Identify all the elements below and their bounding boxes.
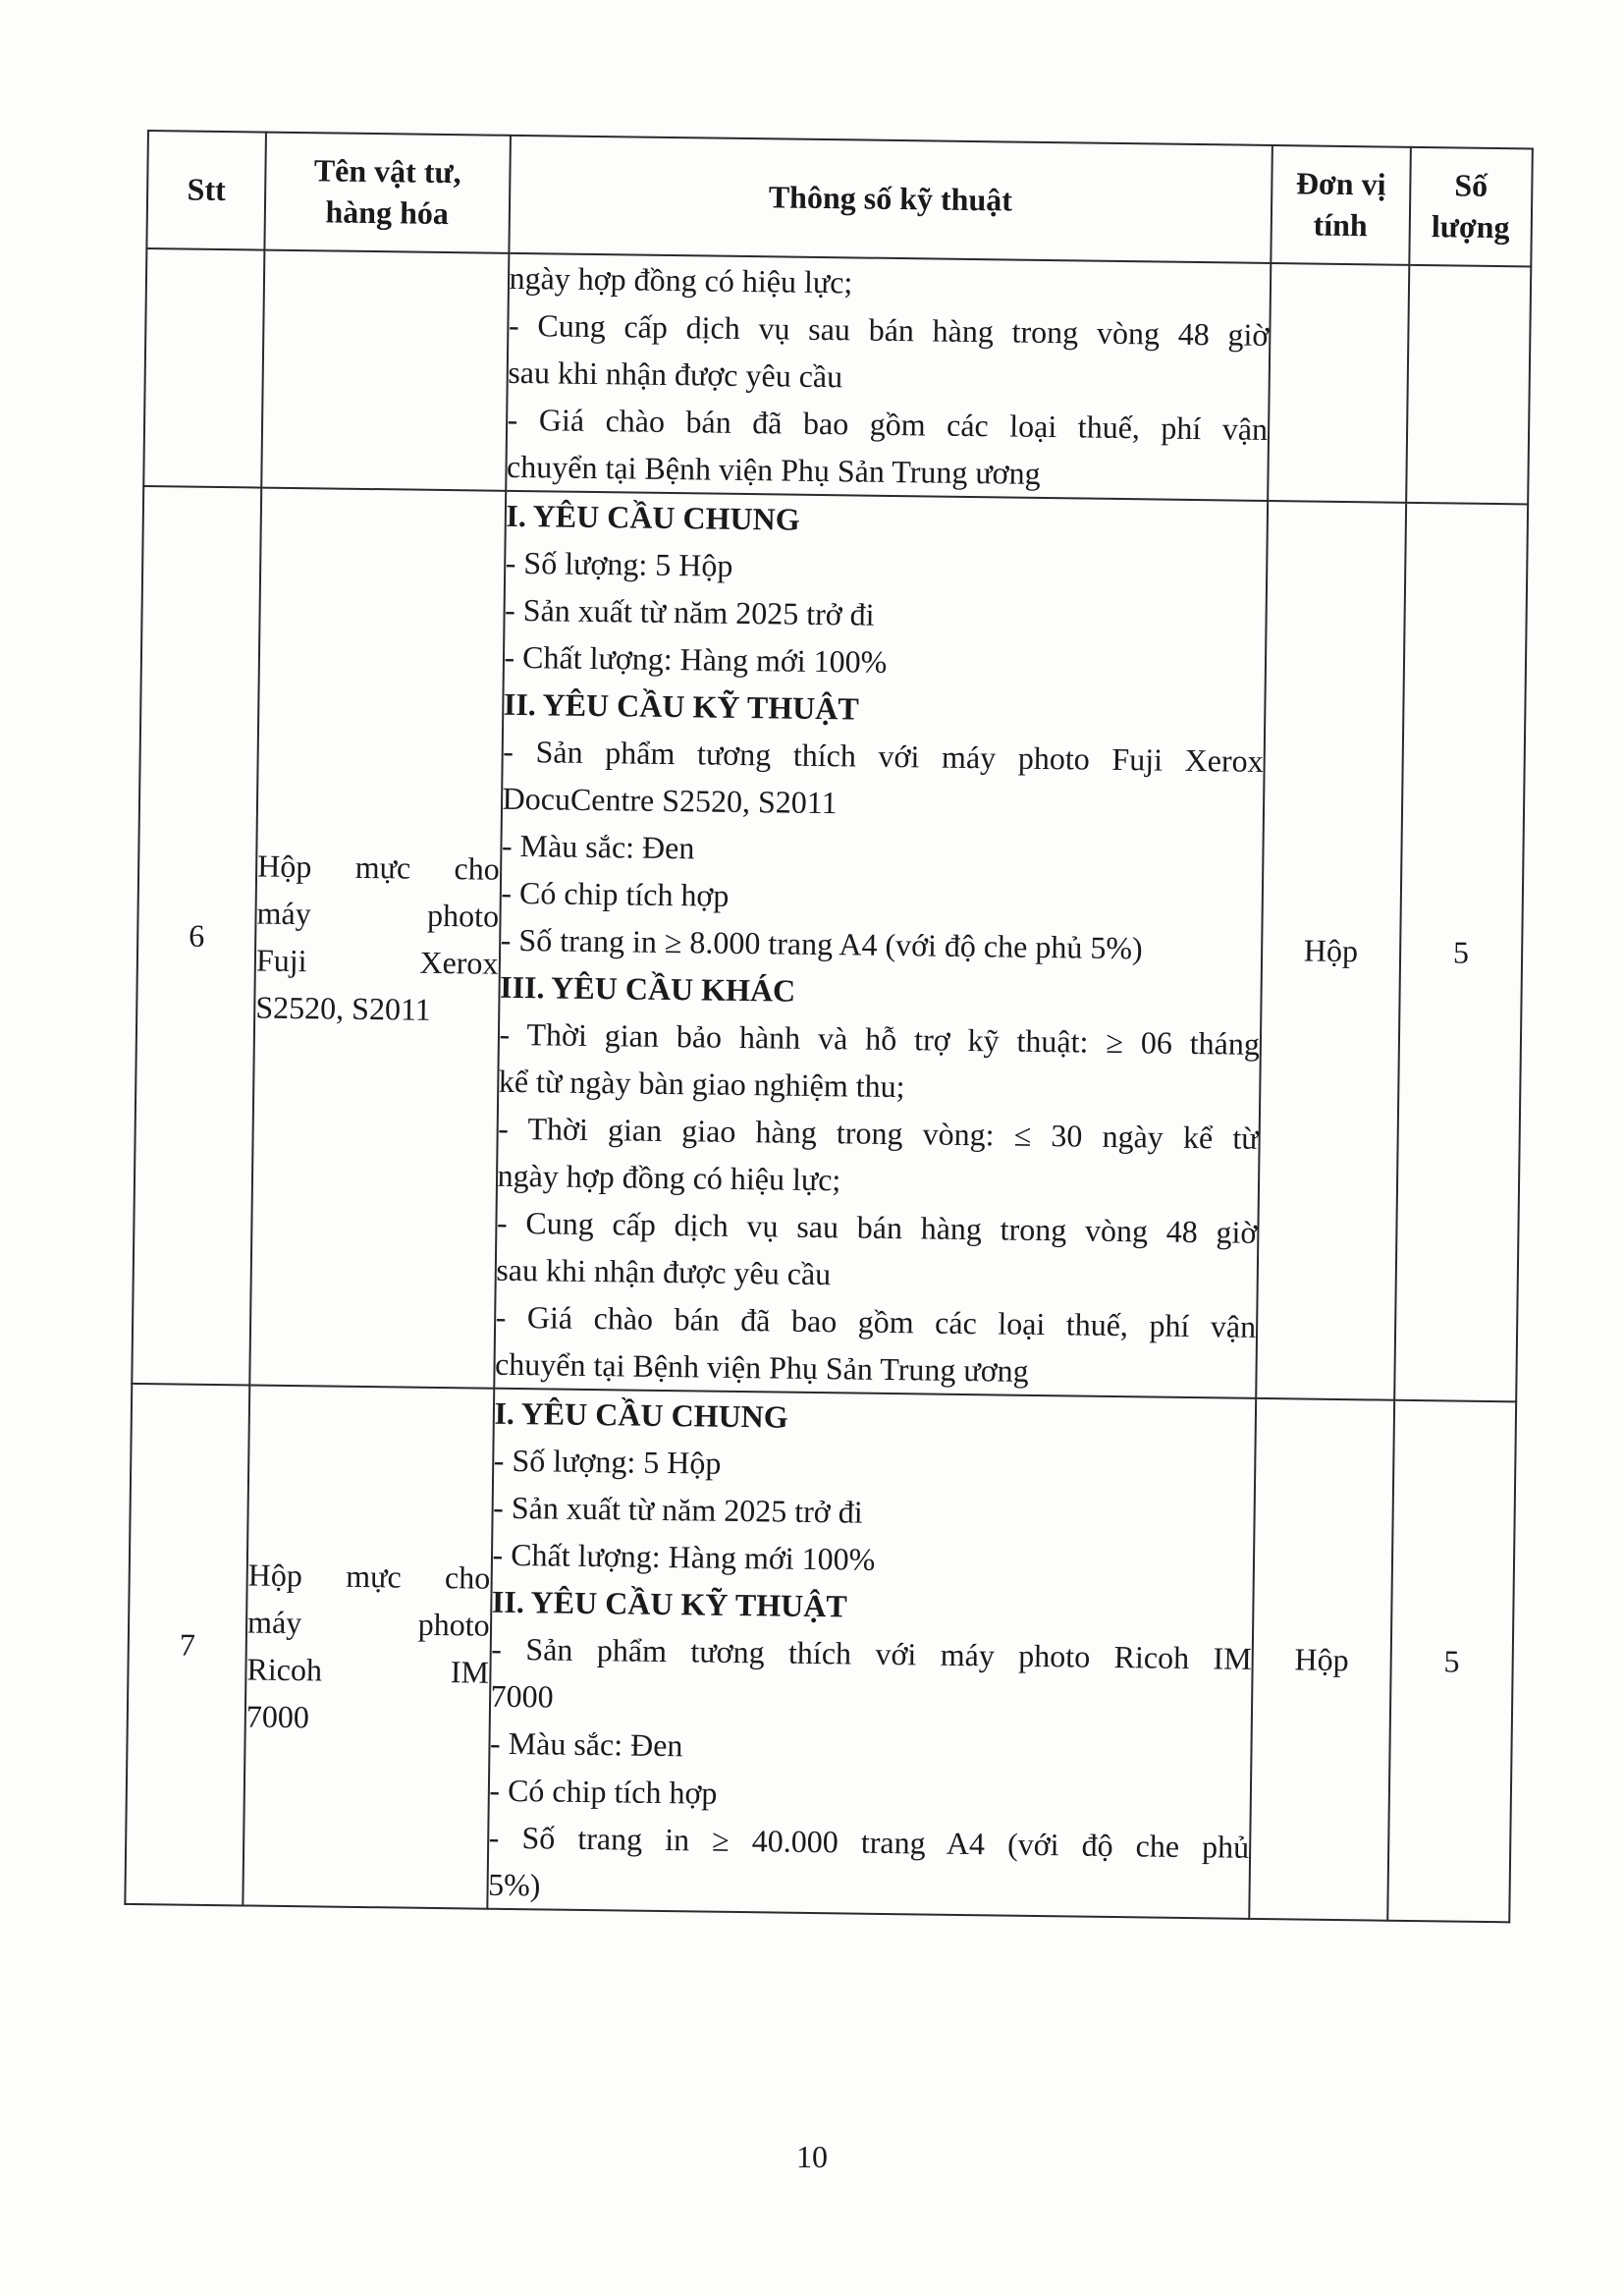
spec-line: 5%) [487,1866,541,1903]
item-name-line: máy photo [256,895,500,934]
item-name-line: Fuji Xerox [255,942,499,981]
spec-line: - Có chip tích hợp [501,874,730,913]
table-row [125,1384,1516,1922]
spec-line: chuyển tại Bệnh viện Phụ Sản Trung ương [506,448,1041,491]
spec-line: - Cung cấp dịch vụ sau bán hàng trong vòng 48 giờ [508,306,1270,353]
spec-line: kể từ ngày bàn giao nghiệm thu; [498,1063,905,1105]
spec-heading: III. YÊU CẦU KHÁC [499,968,796,1009]
row-stt: 6 [132,486,261,1385]
header-qty: Số lượng [1409,147,1533,267]
continued-spec-cell [506,253,1272,501]
spec-line: - Số lượng: 5 Hộp [493,1442,722,1481]
item-name-line: S2520, S2011 [255,989,432,1027]
header-stt: Stt [146,131,266,250]
spec-line: - Sản xuất từ năm 2025 trở đi [492,1489,863,1530]
row-item-name [249,488,505,1389]
spec-line: 7000 [490,1677,554,1715]
spec-table [124,130,1534,1923]
spec-line: ngày hợp đồng có hiệu lực; [509,259,853,301]
spec-line: - Sản phẩm tương thích với máy photo Ricoh IM [491,1630,1252,1676]
spec-line: DocuCentre S2520, S2011 [502,780,838,821]
header-row [146,131,1532,266]
spec-line: - Giá chào bán đã bao gồm các loại thuế, phí vận [507,401,1269,447]
spec-line: sau khi nhận được yêu cầu [496,1251,832,1292]
spec-line: - Giá chào bán đã bao gồm các loại thuế, phí vận [495,1298,1257,1344]
row-spec [487,1389,1256,1919]
spec-heading: I. YÊU CẦU CHUNG [506,497,800,537]
item-name-line: Hộp mực cho [247,1557,491,1596]
spec-line: - Thời gian bảo hành và hỗ trợ kỹ thuật: ≥ 06 tháng [499,1015,1261,1062]
table-row [132,486,1528,1401]
spec-line: - Thời gian giao hàng trong vòng: ≤ 30 ngày kể từ [498,1110,1259,1156]
row-unit: Hộp [1256,501,1406,1400]
continued-unit-cell [1268,263,1409,503]
continued-stt-cell [143,248,264,488]
spec-line: - Màu sắc: Đen [489,1724,683,1764]
row-spec [494,491,1268,1398]
spec-line: - Số trang in ≥ 40.000 trang A4 (với độ che phủ [488,1819,1250,1865]
spec-line: - Cung cấp dịch vụ sau bán hàng trong vòng 48 giờ [496,1204,1258,1250]
item-name-line: máy photo [246,1604,490,1643]
header-unit: Đơn vị tính [1271,145,1410,265]
spec-line: - Có chip tích hợp [489,1772,718,1811]
spec-heading: I. YÊU CẦU CHUNG [494,1394,788,1435]
row-unit: Hộp [1249,1398,1394,1921]
page-number: 10 [796,2139,828,2174]
item-name-line: Hộp mực cho [257,847,500,887]
spec-line: - Sản xuất từ năm 2025 trở đi [504,591,875,632]
spec-line: - Chất lượng: Hàng mới 100% [492,1536,876,1577]
spec-line: sau khi nhận được yêu cầu [508,354,843,395]
header-spec: Thông số kỹ thuật [509,136,1272,263]
spec-heading: II. YÊU CẦU KỸ THUẬT [491,1583,847,1624]
spec-line: ngày hợp đồng có hiệu lực; [497,1157,841,1198]
spec-line: chuyển tại Bệnh viện Phụ Sản Trung ương [494,1345,1029,1389]
continued-row [143,248,1531,504]
spec-line: - Số trang in ≥ 8.000 trang A4 (với độ che phủ 5%) [500,921,1143,966]
spec-line: - Chất lượng: Hàng mới 100% [504,638,888,680]
row-qty: 5 [1387,1400,1516,1923]
row-stt: 7 [125,1384,249,1906]
row-qty: 5 [1394,503,1528,1402]
spec-line: - Số lượng: 5 Hộp [505,544,733,583]
row-item-name [243,1385,493,1908]
spec-heading: II. YÊU CẦU KỸ THUẬT [503,685,859,727]
item-name-line: 7000 [245,1698,310,1735]
item-name-line: Ricoh IM [246,1651,490,1690]
header-name: Tên vật tư, hàng hóa [264,133,510,253]
continued-name-cell [261,250,509,491]
spec-line: - Màu sắc: Đen [501,827,695,866]
spec-line: - Sản phẩm tương thích với máy photo Fuji Xerox [503,733,1264,779]
continued-qty-cell [1406,265,1531,505]
